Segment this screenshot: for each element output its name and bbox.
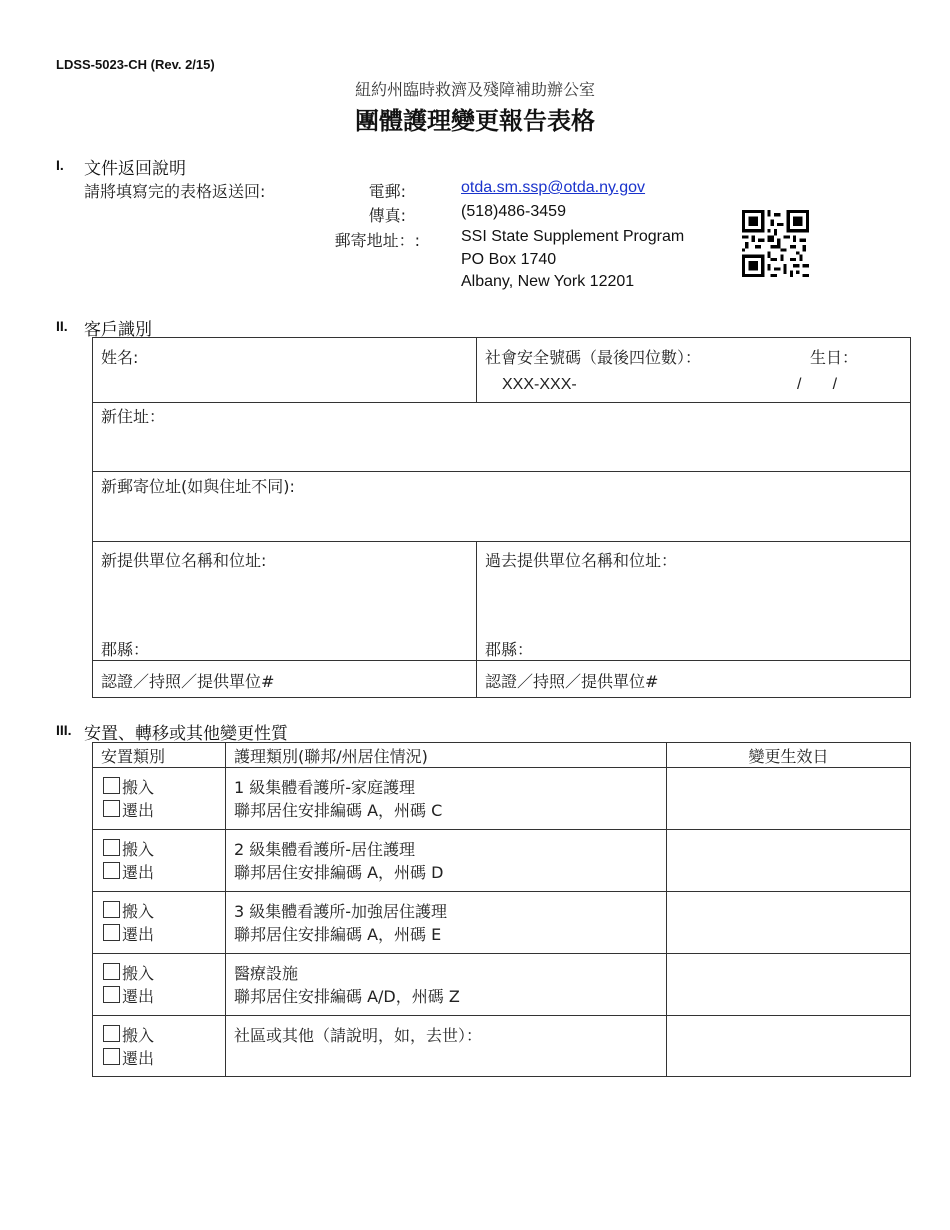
ssn-label: 社會安全號碼（最後四位數）： xyxy=(485,348,702,367)
divider xyxy=(476,541,477,698)
header-effective-date: 變更生效日 xyxy=(748,747,829,766)
section-2-number: II. xyxy=(56,318,68,334)
ssn-field[interactable]: XXX-XXX- xyxy=(502,376,577,393)
new-provider-field[interactable]: 新提供單位名稱和位址: xyxy=(101,551,267,570)
care-type-line-2: 聯邦居住安排編碼 A，州碼 E xyxy=(234,925,442,944)
move-out-label: 遷出 xyxy=(122,925,155,944)
care-type-line-2: 聯邦居住安排編碼 A，州碼 D xyxy=(234,863,444,882)
dob-label: 生日： xyxy=(810,348,859,367)
move-out-label: 遷出 xyxy=(122,1049,155,1068)
divider xyxy=(92,471,911,472)
divider xyxy=(92,541,911,542)
email-label: 電郵: xyxy=(368,182,406,201)
return-instruction: 請將填寫完的表格返送回: xyxy=(84,182,266,201)
move-in-checkbox[interactable] xyxy=(103,901,120,918)
move-in-checkbox[interactable] xyxy=(103,839,120,856)
header-care-type: 護理類別(聯邦/州居住情況) xyxy=(234,747,428,766)
care-type-line-1: 2 級集體看護所-居住護理 xyxy=(234,840,416,859)
care-type-line-2: 聯邦居住安排編碼 A/D，州碼 Z xyxy=(234,987,460,1006)
form-id: LDSS-5023-CH (Rev. 2/15) xyxy=(56,57,215,72)
move-out-checkbox[interactable] xyxy=(103,924,120,941)
mail-address-line-2: PO Box 1740 xyxy=(461,251,557,268)
old-provider-field[interactable]: 過去提供單位名稱和位址： xyxy=(485,551,678,570)
move-out-label: 遷出 xyxy=(122,863,155,882)
move-out-label: 遷出 xyxy=(122,801,155,820)
move-in-label: 搬入 xyxy=(122,778,155,797)
move-in-label: 搬入 xyxy=(122,840,155,859)
move-out-checkbox[interactable] xyxy=(103,986,120,1003)
name-field[interactable]: 姓名: xyxy=(101,348,139,367)
effective-date-field[interactable] xyxy=(667,768,910,829)
other-change-field[interactable]: 社區或其他（請說明，如，去世）： xyxy=(234,1026,483,1045)
care-type-line-1: 3 級集體看護所-加強居住護理 xyxy=(234,902,448,921)
new-provider-cert-field[interactable]: 認證／持照／提供單位# xyxy=(101,672,275,691)
care-type-line-1: 1 級集體看護所-家庭護理 xyxy=(234,778,416,797)
move-in-label: 搬入 xyxy=(122,964,155,983)
new-mailing-address-field[interactable]: 新郵寄位址(如與住址不同): xyxy=(101,477,295,496)
move-out-checkbox[interactable] xyxy=(103,1048,120,1065)
move-in-checkbox[interactable] xyxy=(103,1025,120,1042)
email-link[interactable]: otda.sm.ssp@otda.ny.gov xyxy=(461,179,646,196)
qr-code-icon xyxy=(742,210,809,277)
move-in-checkbox[interactable] xyxy=(103,777,120,794)
section-3-number: III. xyxy=(56,722,72,738)
move-out-checkbox[interactable] xyxy=(103,800,120,817)
old-provider-cert-field[interactable]: 認證／持照／提供單位# xyxy=(485,672,659,691)
care-type-line-2: 聯邦居住安排編碼 A，州碼 C xyxy=(234,801,443,820)
effective-date-field[interactable] xyxy=(667,892,910,953)
section-3-title: 安置、轉移或其他變更性質 xyxy=(84,724,288,744)
fax-label: 傳真: xyxy=(368,206,406,225)
mail-address-line-3: Albany, New York 12201 xyxy=(461,273,635,290)
move-in-label: 搬入 xyxy=(122,1026,155,1045)
mail-address-line-1: SSI State Supplement Program xyxy=(461,228,685,245)
divider xyxy=(92,402,911,403)
move-out-checkbox[interactable] xyxy=(103,862,120,879)
care-type-line-1: 醫療設施 xyxy=(234,964,299,983)
new-address-field[interactable]: 新住址： xyxy=(101,407,166,426)
effective-date-field[interactable] xyxy=(667,830,910,891)
move-out-label: 遷出 xyxy=(122,987,155,1006)
page-title: 團體護理變更報告表格 xyxy=(355,107,595,135)
divider xyxy=(92,660,911,661)
fax-number: (518)486-3459 xyxy=(461,203,566,220)
section-2-title: 客戶識別 xyxy=(84,320,152,340)
move-in-checkbox[interactable] xyxy=(103,963,120,980)
effective-date-field[interactable] xyxy=(667,1016,910,1076)
dob-field[interactable]: / / xyxy=(797,376,838,393)
mail-label: 郵寄地址：: xyxy=(334,231,420,250)
move-in-label: 搬入 xyxy=(122,902,155,921)
header-placement-type: 安置類別 xyxy=(101,747,166,766)
section-1-number: I. xyxy=(56,157,64,173)
old-provider-county-field[interactable]: 郡縣： xyxy=(485,640,534,659)
agency-name: 紐約州臨時救濟及殘障補助辦公室 xyxy=(354,80,595,99)
divider xyxy=(225,742,226,1077)
new-provider-county-field[interactable]: 郡縣： xyxy=(101,640,150,659)
divider xyxy=(476,337,477,402)
section-1-title: 文件返回說明 xyxy=(84,159,186,179)
effective-date-field[interactable] xyxy=(667,954,910,1015)
